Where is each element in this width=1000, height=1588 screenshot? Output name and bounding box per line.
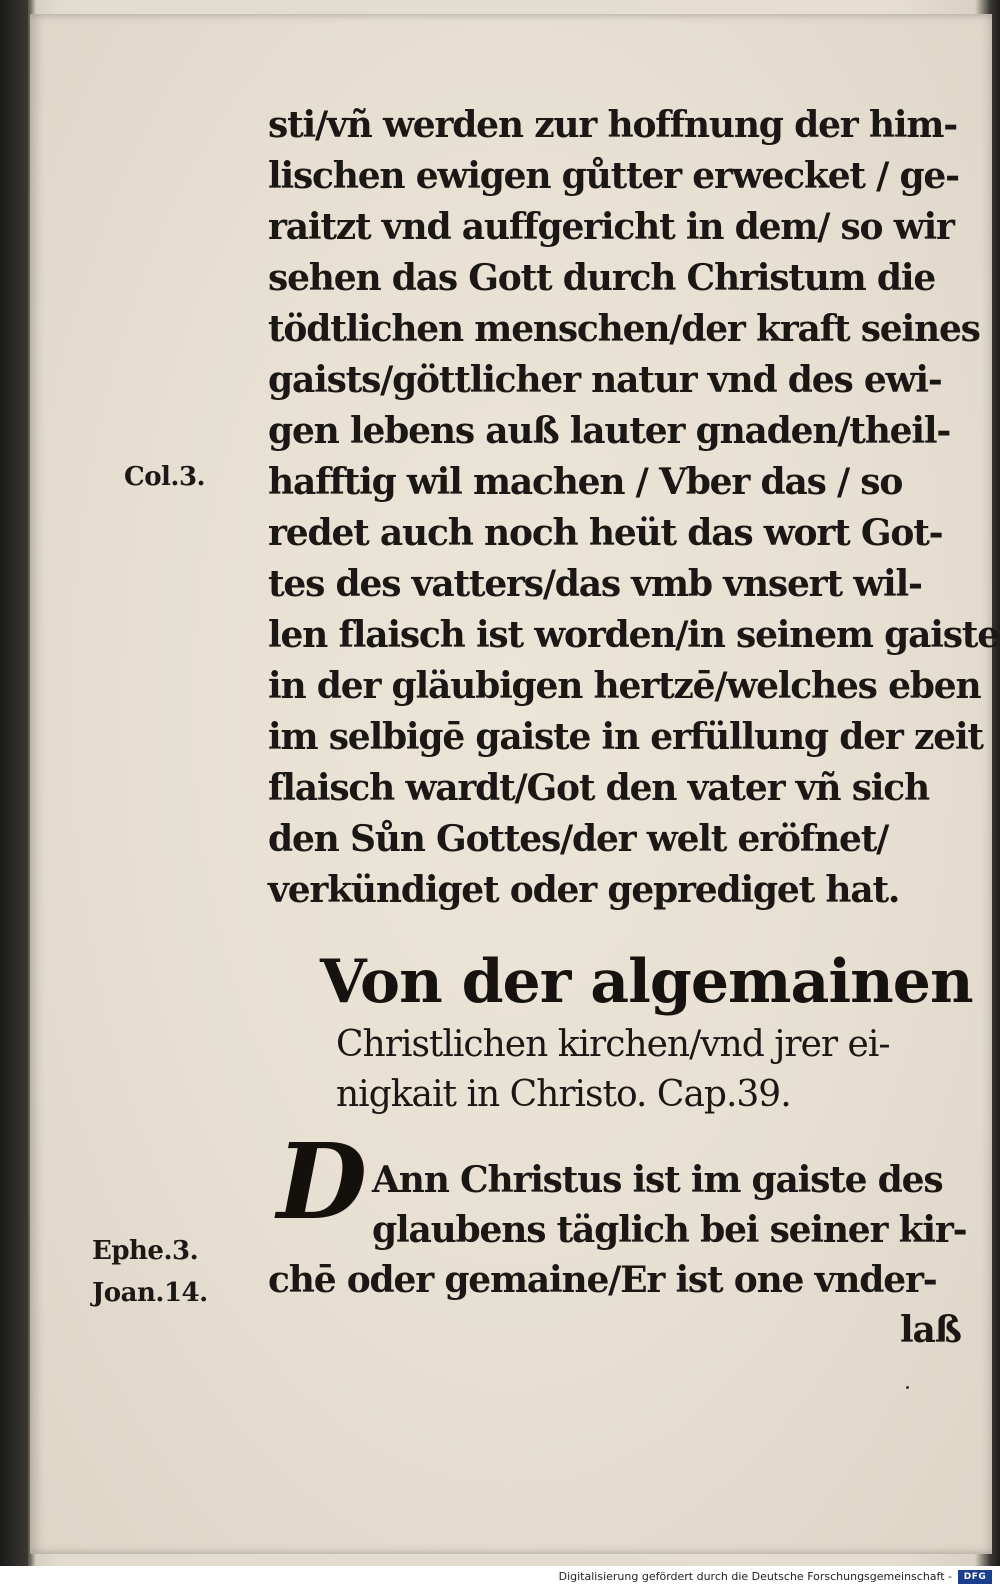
margin-note-ephe: Ephe.3. [92, 1236, 199, 1266]
dfg-logo: DFG [958, 1570, 992, 1584]
text-line: glaubens täglich bei seiner kir- [372, 1209, 967, 1251]
text-line: flaisch wardt/Got den vater vñ sich [268, 767, 929, 809]
margin-note-joan: Joan.14. [92, 1278, 208, 1308]
text-line: sti/vñ werden zur hoffnung der him- [268, 104, 957, 146]
chapter-heading: Von der algemainen [320, 947, 973, 1017]
text-line: verkündiget oder geprediget hat. [268, 869, 900, 911]
text-line: chē oder gemaine/Er ist one vnder- [268, 1259, 937, 1301]
ink-speck [906, 1386, 909, 1389]
text-line: in der gläubigen hertzē/welches eben [268, 665, 981, 707]
subheading-line: nigkait in Christo. Cap.39. [336, 1074, 791, 1115]
text-line: redet auch noch heüt das wort Got- [268, 512, 943, 554]
catchword-line: laß [900, 1309, 961, 1351]
book-edge [0, 0, 28, 1566]
funding-credit: Digitalisierung gefördert durch die Deutsche Forschungsgemeinschaft - [558, 1570, 952, 1583]
section-text-indented [372, 1155, 966, 1255]
text-line: Ann Christus ist im gaiste des [372, 1159, 943, 1201]
text-line: raitzt vnd auffgericht in dem/ so wir [268, 206, 954, 248]
text-line: im selbigē gaiste in erfüllung der zeit [268, 716, 983, 758]
subheading-line: Christlichen kirchen/vnd jrer ei- [336, 1024, 890, 1065]
text-line: gaists/göttlicher natur vnd des ewi- [268, 359, 942, 401]
text-line: hafftig wil machen / Vber das / so [268, 461, 903, 503]
text-line: sehen das Gott durch Christum die [268, 257, 936, 299]
decorated-initial: D [276, 1120, 368, 1243]
text-line: gen lebens auß lauter gnaden/theil- [268, 410, 951, 452]
chapter-subheading [336, 1020, 936, 1120]
text-line: len flaisch ist worden/in seinem gaiste [268, 614, 999, 656]
section-text [268, 1255, 936, 1305]
text-line: den Sůn Gottes/der welt eröfnet/ [268, 818, 889, 860]
text-line: tödtlichen menschen/der kraft seines [268, 308, 980, 350]
margin-note-col: Col.3. [124, 462, 206, 492]
text-line: lischen ewigen gůtter erwecket / ge- [268, 155, 959, 197]
footer-bar [0, 1566, 1000, 1588]
catchword [900, 1305, 961, 1355]
body-text [268, 100, 999, 916]
text-line: tes des vatters/das vmb vnsert wil- [268, 563, 922, 605]
